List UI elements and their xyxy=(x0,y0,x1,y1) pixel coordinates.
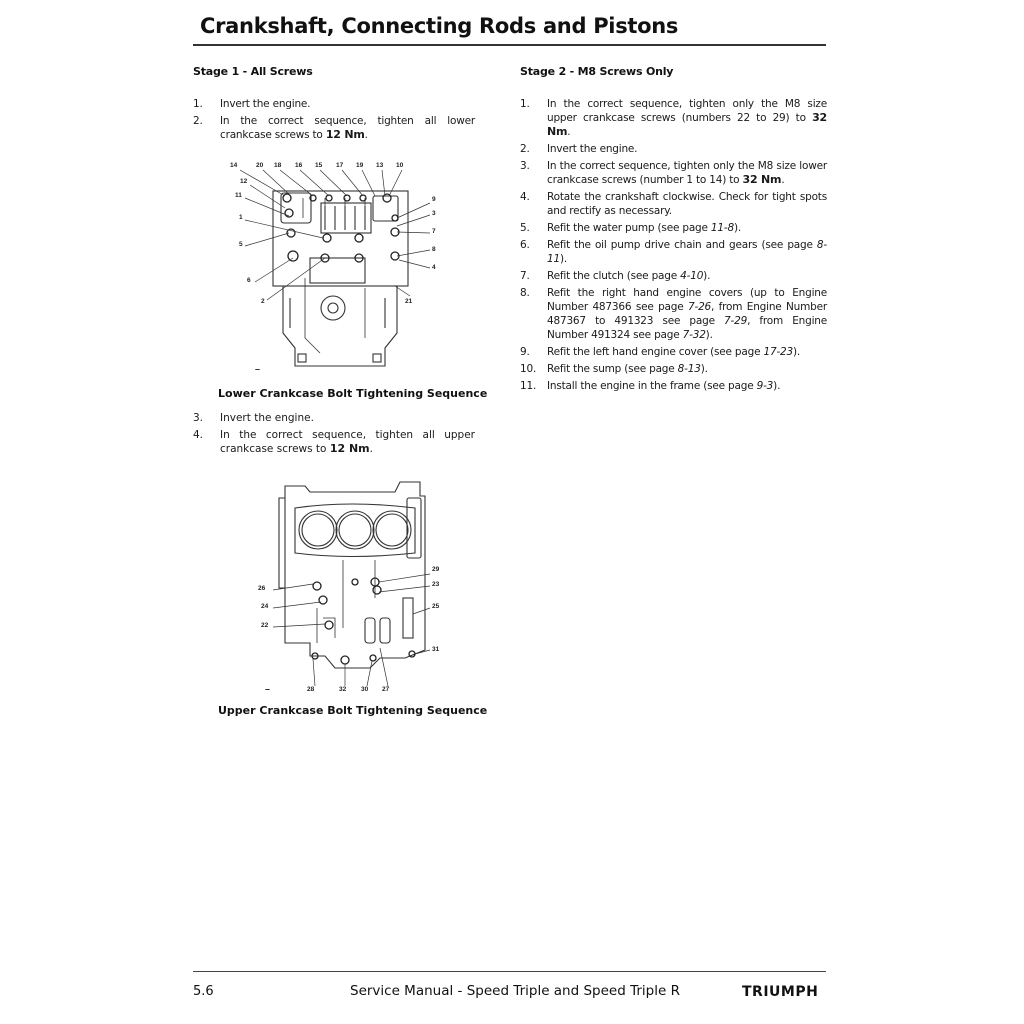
callout-19: 19 xyxy=(356,162,364,169)
stage-2-steps xyxy=(520,97,827,393)
callout-15: 15 xyxy=(315,162,323,169)
page-reference: 8-13 xyxy=(677,363,701,375)
callout-27: 27 xyxy=(382,686,390,693)
callout-18: 18 xyxy=(274,162,282,169)
upper-crankcase-drawing xyxy=(255,478,455,698)
manual-title: Service Manual - Speed Triple and Speed Triple R xyxy=(350,983,680,999)
callout-21: 21 xyxy=(405,298,413,305)
callout-10: 10 xyxy=(396,162,404,169)
callout-9: 9 xyxy=(432,196,436,203)
page-number: 5.6 xyxy=(193,984,214,999)
callout-2: 2 xyxy=(261,298,265,305)
callout-22: 22 xyxy=(261,622,269,629)
header-rule xyxy=(193,44,826,46)
list-item: 8. Refit the right hand engine covers (up to Engine Number 487366 see page 7-26, from Engine Number 487367 to 491323 see page 7-29, from Engine Number 491324 see page 7-32). xyxy=(520,287,828,341)
page-reference: 9-3 xyxy=(756,380,774,392)
stage-2-heading: Stage 2 - M8 Screws Only xyxy=(520,65,674,78)
torque-value: 32 Nm xyxy=(547,111,827,138)
page-reference: 4-10 xyxy=(680,270,704,282)
left-column xyxy=(193,65,475,145)
callout-31: 31 xyxy=(432,646,440,653)
lower-crankcase-diagram xyxy=(225,158,455,378)
callout-32: 32 xyxy=(339,686,347,693)
callout-7: 7 xyxy=(432,228,436,235)
upper-figure-caption: Upper Crankcase Bolt Tightening Sequence xyxy=(218,704,488,717)
figure-marker: – xyxy=(265,684,271,694)
callout-28: 28 xyxy=(307,686,315,693)
callout-16: 16 xyxy=(295,162,303,169)
lower-crankcase-drawing xyxy=(225,158,455,378)
page-reference: 17-23 xyxy=(763,346,793,358)
callout-12: 12 xyxy=(240,178,248,185)
list-item: 2. Invert the engine. xyxy=(520,143,638,155)
callout-5: 5 xyxy=(239,241,243,248)
list-item: 6. Refit the oil pump drive chain and gears (see page 8-11). xyxy=(520,239,827,265)
list-item: 4. Rotate the crankshaft clockwise. Check for tight spots and rectify as necessary. xyxy=(520,191,827,217)
page-reference: 8-11 xyxy=(547,239,827,265)
list-item: 3. Invert the engine. xyxy=(193,412,314,424)
callout-17: 17 xyxy=(336,162,344,169)
page-reference: 7-32 xyxy=(682,329,706,341)
callout-24: 24 xyxy=(261,603,269,610)
right-column xyxy=(520,65,827,396)
lower-figure-caption: Lower Crankcase Bolt Tightening Sequence xyxy=(218,387,488,400)
triumph-logo: TRIUMPH xyxy=(742,984,819,1000)
page-title: Crankshaft, Connecting Rods and Pistons xyxy=(200,14,679,38)
stage-1-heading: Stage 1 - All Screws xyxy=(193,65,313,78)
callout-6: 6 xyxy=(247,277,251,284)
callout-23: 23 xyxy=(432,581,440,588)
figure-marker: – xyxy=(255,364,261,374)
upper-crankcase-diagram xyxy=(255,478,455,698)
callout-26: 26 xyxy=(258,585,266,592)
callout-29: 29 xyxy=(432,566,440,573)
list-item: 11. Install the engine in the frame (see page 9-3). xyxy=(520,380,781,392)
list-item: 7. Refit the clutch (see page 4-10). xyxy=(520,270,711,282)
callout-20: 20 xyxy=(256,162,264,169)
callout-4: 4 xyxy=(432,264,436,271)
list-item: 1. Invert the engine. xyxy=(193,98,311,110)
callout-25: 25 xyxy=(432,603,440,610)
page-reference: 11-8 xyxy=(710,222,734,234)
callout-14: 14 xyxy=(230,162,238,169)
callout-13: 13 xyxy=(376,162,384,169)
list-item: 2. In the correct sequence, tighten all lower crankcase screws to 12 Nm. xyxy=(193,115,475,141)
list-item: 5. Refit the water pump (see page 11-8). xyxy=(520,222,741,234)
callout-1: 1 xyxy=(239,214,243,221)
footer-rule xyxy=(193,971,826,972)
torque-value: 12 Nm xyxy=(325,128,365,141)
stage-1-steps xyxy=(193,97,475,142)
list-item: 1. In the correct sequence, tighten only the M8 size upper crankcase screws (numbers 22 to 29) to 32 Nm. xyxy=(520,98,827,138)
callout-11: 11 xyxy=(235,192,242,199)
stage-1-steps-continued xyxy=(193,411,475,459)
callout-8: 8 xyxy=(432,246,436,253)
page-reference: 7-26 xyxy=(688,301,712,313)
torque-value: 12 Nm xyxy=(329,442,370,455)
page-reference: 7-29 xyxy=(724,315,748,327)
callout-3: 3 xyxy=(432,210,436,217)
torque-value: 32 Nm xyxy=(742,173,782,186)
callout-30: 30 xyxy=(361,686,369,693)
list-item: 10. Refit the sump (see page 8-13). xyxy=(520,363,708,375)
list-item: 4. In the correct sequence, tighten all upper crankcase screws to 12 Nm. xyxy=(193,429,475,455)
list-item: 9. Refit the left hand engine cover (see page 17-23). xyxy=(520,346,801,358)
list-item: 3. In the correct sequence, tighten only the M8 size lower crankcase screws (number 1 to 14) to 32 Nm. xyxy=(520,160,827,186)
